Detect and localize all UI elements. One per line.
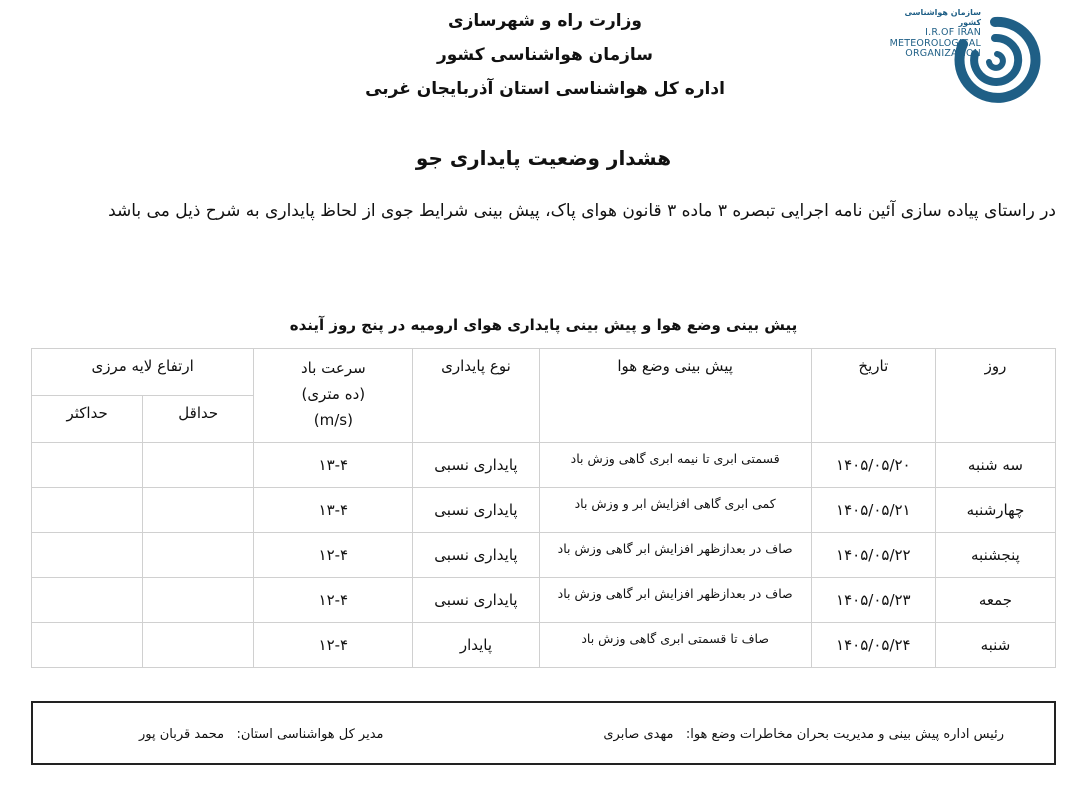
cell-day: پنجشنبه — [935, 533, 1055, 578]
cell-min — [143, 533, 254, 578]
cell-date: ۱۴۰۵/۰۵/۲۱ — [811, 488, 935, 533]
table-row — [32, 623, 1056, 668]
cell-forecast: صاف در بعدازظهر افزایش ابر گاهی وزش باد — [539, 578, 811, 623]
signature-director-name: محمد قربان پور — [139, 727, 225, 742]
cell-min — [143, 623, 254, 668]
table-row — [32, 443, 1056, 488]
signature-director-role: مدیر کل هواشناسی استان: — [236, 727, 384, 742]
ministry-name: وزارت راه و شهرسازی — [447, 11, 642, 31]
cell-day: جمعه — [935, 578, 1055, 623]
meteorological-organization-logo — [885, 8, 1045, 112]
header-wind-speed — [254, 349, 413, 443]
cell-wind: ۱۲-۴ — [254, 533, 413, 578]
cell-max — [32, 623, 143, 668]
cell-wind: ۱۳-۴ — [254, 443, 413, 488]
table-title: پیش بینی وضع هوا و پیش بینی پایداری هوای ارومیه در پنج روز آینده — [289, 316, 798, 334]
header-wind-line2: (ده متری) — [301, 385, 366, 403]
cell-forecast: قسمتی ابری تا نیمه ابری گاهی وزش باد — [539, 443, 811, 488]
cell-max — [32, 488, 143, 533]
signature-box — [31, 701, 1056, 765]
cell-date: ۱۴۰۵/۰۵/۲۴ — [811, 623, 935, 668]
cell-date: ۱۴۰۵/۰۵/۲۳ — [811, 578, 935, 623]
header-stability: نوع پایداری — [413, 349, 539, 443]
cell-date: ۱۴۰۵/۰۵/۲۲ — [811, 533, 935, 578]
organization-name: سازمان هواشناسی کشور — [436, 45, 653, 65]
logo-line2: METEOROLOGICAL — [889, 37, 981, 49]
cell-wind: ۱۲-۴ — [254, 623, 413, 668]
header-wind-line1: سرعت باد — [300, 359, 366, 377]
header-forecast: پیش بینی وضع هوا — [539, 349, 811, 443]
header-wind-line3: (m/s) — [313, 411, 353, 429]
signature-director — [139, 727, 384, 742]
cell-day: سه شنبه — [935, 443, 1055, 488]
header-boundary-layer: ارتفاع لایه مرزی — [32, 349, 254, 396]
cell-forecast: صاف در بعدازظهر افزایش ابر گاهی وزش باد — [539, 533, 811, 578]
header — [300, 4, 790, 106]
cell-forecast: صاف تا قسمتی ابری گاهی وزش باد — [539, 623, 811, 668]
logo-name-fa: سازمان هواشناسی کشور — [904, 8, 981, 27]
spiral-logo-icon — [947, 10, 1043, 112]
cell-wind: ۱۲-۴ — [254, 578, 413, 623]
cell-max — [32, 533, 143, 578]
cell-stability: پایداری نسبی — [413, 443, 539, 488]
table-row — [32, 488, 1056, 533]
table-row — [32, 533, 1056, 578]
cell-max — [32, 443, 143, 488]
intro-paragraph: در راستای پیاده سازی آئین نامه اجرایی تبصره ۳ ماده ۳ قانون هوای پاک، پیش بینی شرایط جوی از لحاظ پایداری به شرح ذیل می باشد — [108, 201, 1056, 221]
logo-line3: ORGANIZATION — [905, 48, 981, 59]
document-title: هشدار وضعیت پایداری جو — [415, 146, 672, 170]
signature-forecast-head — [603, 727, 1004, 742]
cell-min — [143, 578, 254, 623]
header-date: تاریخ — [811, 349, 935, 443]
signature-forecast-name: مهدی صابری — [603, 727, 674, 742]
header-max: حداکثر — [32, 396, 143, 443]
cell-wind: ۱۳-۴ — [254, 488, 413, 533]
header-day: روز — [935, 349, 1055, 443]
header-min: حداقل — [143, 396, 254, 443]
table-row — [32, 578, 1056, 623]
cell-stability: پایداری نسبی — [413, 578, 539, 623]
cell-min — [143, 443, 254, 488]
cell-day: چهارشنبه — [935, 488, 1055, 533]
cell-forecast: کمی ابری گاهی افزایش ابر و وزش باد — [539, 488, 811, 533]
department-name: اداره کل هواشناسی استان آذربایجان غربی — [365, 79, 725, 99]
cell-stability: پایدار — [413, 623, 539, 668]
signature-forecast-role: رئیس اداره پیش بینی و مدیریت بحران مخاطرات وضع هوا: — [685, 727, 1004, 742]
cell-stability: پایداری نسبی — [413, 488, 539, 533]
cell-date: ۱۴۰۵/۰۵/۲۰ — [811, 443, 935, 488]
cell-min — [143, 488, 254, 533]
cell-day: شنبه — [935, 623, 1055, 668]
forecast-table — [31, 348, 1056, 668]
cell-stability: پایداری نسبی — [413, 533, 539, 578]
cell-max — [32, 578, 143, 623]
logo-line1: I.R.OF IRAN — [925, 27, 981, 38]
